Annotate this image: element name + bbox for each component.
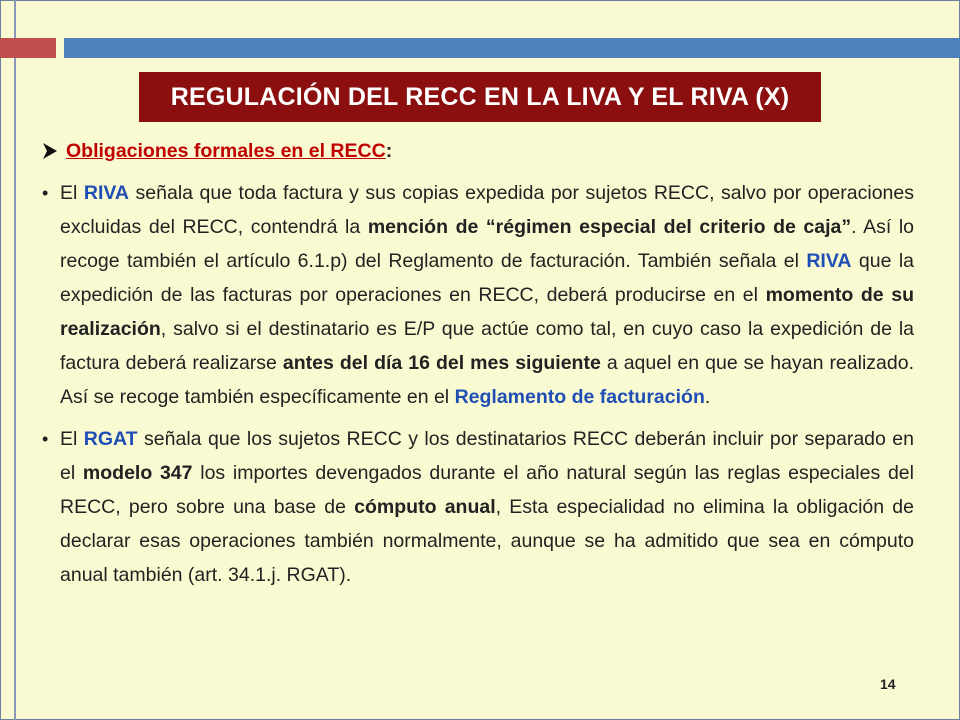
slide-content bbox=[40, 134, 914, 600]
top-accent-bar-blue bbox=[64, 38, 960, 58]
bullet-item-1 bbox=[40, 176, 914, 414]
section-heading: Obligaciones formales en el RECC bbox=[66, 140, 386, 162]
bullet1-text-5: , salvo si el destinatario es E/P que actúe como tal, en cuyo caso la expedición de la factura deberá realizarse bbox=[60, 318, 914, 374]
bullet2-bold-1: modelo 347 bbox=[82, 462, 193, 484]
bullet1-text-3: . Así lo recoge también el artículo 6.1.p) del Reglamento de facturación. También señala el bbox=[60, 216, 914, 272]
reglamento-facturacion-link[interactable]: Reglamento de facturación bbox=[454, 386, 705, 408]
bullet1-text-7: . bbox=[704, 386, 711, 408]
section-heading-colon: : bbox=[385, 140, 393, 162]
bullet1-bold-3: antes del día 16 del mes siguiente bbox=[282, 352, 601, 374]
bullet1-text-1: El bbox=[60, 182, 84, 204]
arrow-right-icon bbox=[40, 141, 60, 161]
section-heading-row bbox=[40, 134, 914, 168]
bullet-item-2 bbox=[40, 422, 914, 592]
bullet1-text-4: que la expedición de las facturas por operaciones en RECC, deberá producirse en el bbox=[60, 250, 914, 306]
page-number: 14 bbox=[880, 676, 896, 692]
bullet1-riva-2: RIVA bbox=[806, 250, 852, 272]
bullet2-bold-2: cómputo anual bbox=[354, 496, 496, 518]
bullet2-rgat: RGAT bbox=[83, 428, 138, 450]
bullet-marker: • bbox=[42, 183, 49, 203]
top-accent-bar-red bbox=[0, 38, 56, 58]
bullet1-bold-1: mención de “régimen especial del criterio de caja” bbox=[367, 216, 852, 238]
bullet1-riva-1: RIVA bbox=[83, 182, 130, 204]
slide-title-box bbox=[139, 72, 821, 122]
bullet2-text-2: señala que los sujetos RECC y los destinatarios RECC deberán incluir por separado en el bbox=[60, 428, 914, 484]
bullet2-text-4: , Esta especialidad no elimina la obligación de declarar esas operaciones también normalmente, aunque se ha admitido que sea en cómputo anual también (art. 34.1.j. RGAT). bbox=[60, 496, 914, 586]
bullet2-text-3: los importes devengados durante el año natural según las reglas especiales del RECC, pero sobre una base de bbox=[60, 462, 914, 518]
slide-title: REGULACIÓN DEL RECC EN LA LIVA Y EL RIVA (X) bbox=[170, 82, 790, 111]
bullet1-text-2: señala que toda factura y sus copias expedida por sujetos RECC, salvo por operaciones excluidas del RECC, contendrá la bbox=[60, 182, 914, 238]
bullet2-text-1: El bbox=[60, 428, 84, 450]
bullet1-text-6: a aquel en que se hayan realizado. Así se recoge también específicamente en el bbox=[60, 352, 914, 408]
left-border-line bbox=[14, 0, 16, 720]
bullet-marker: • bbox=[42, 429, 49, 449]
bullet1-bold-2: momento de su realización bbox=[60, 284, 914, 340]
